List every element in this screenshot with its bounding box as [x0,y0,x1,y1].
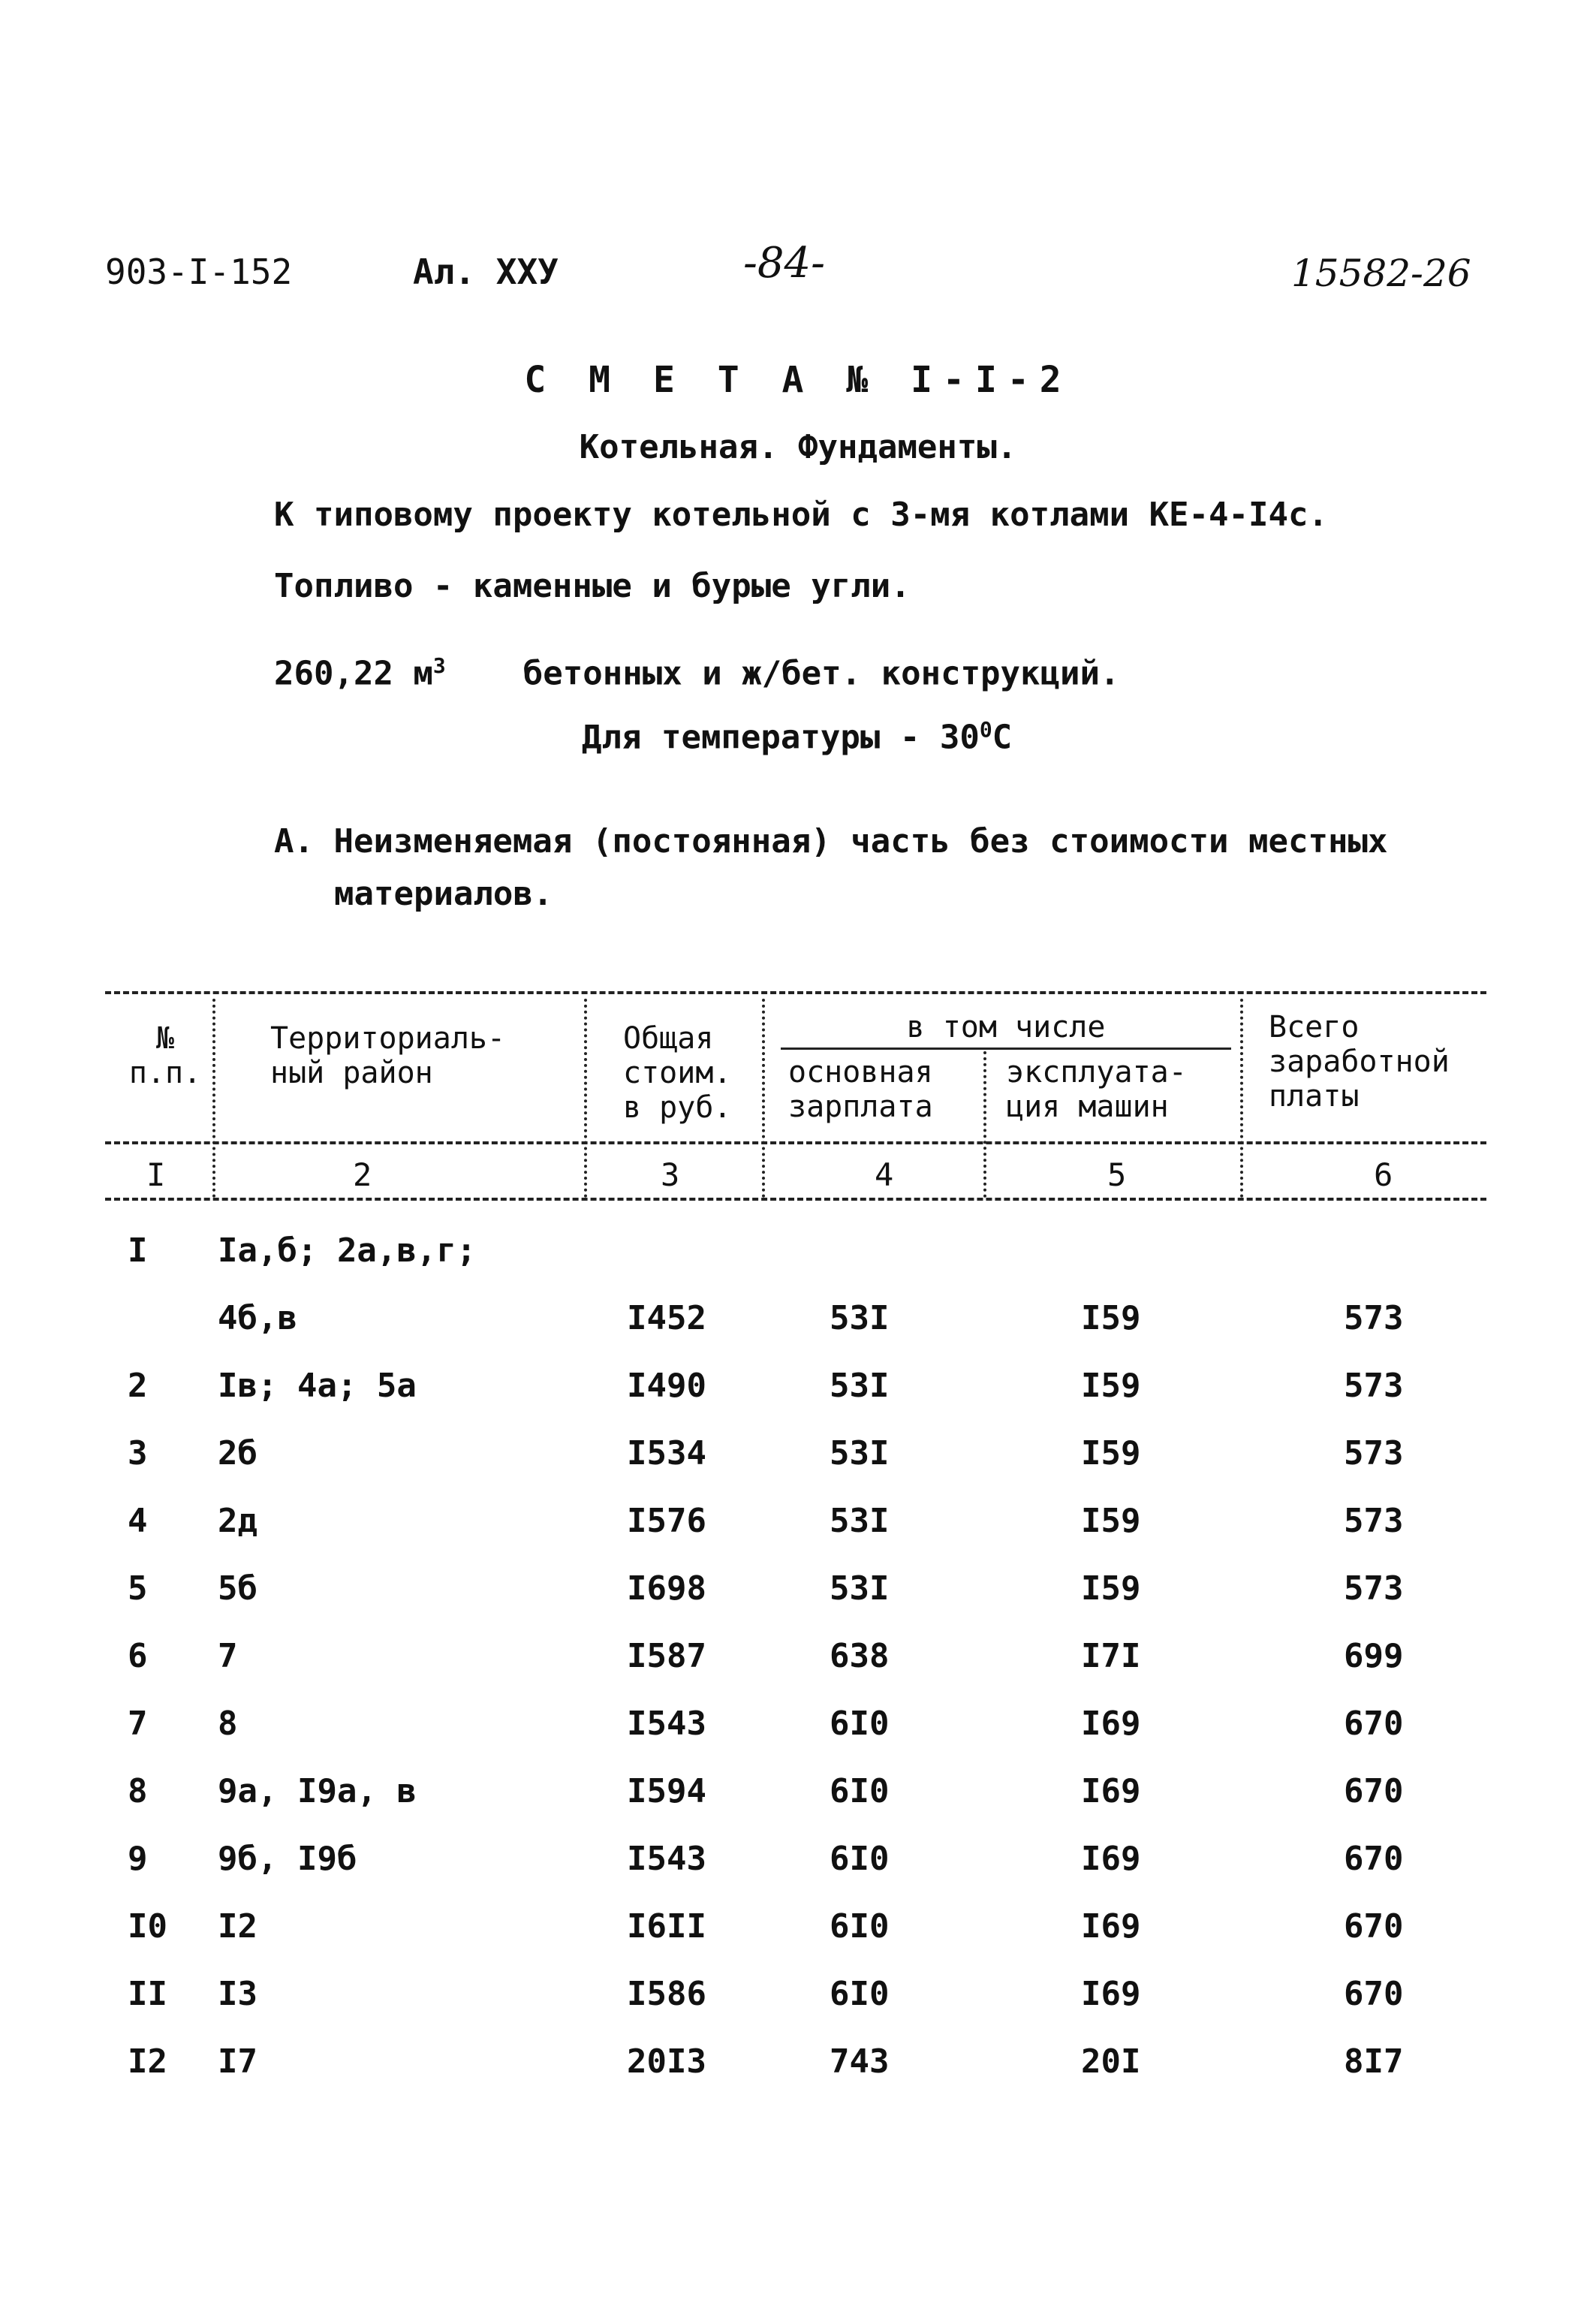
cell-machines: I59 [1081,1299,1141,1337]
cell-total: I586 [627,1975,706,2013]
cell-n: 2 [128,1367,148,1405]
column-number: 4 [875,1156,894,1193]
cell-wages: 573 [1344,1434,1404,1473]
column-number: I [146,1156,166,1193]
cell-machines: I69 [1081,1840,1141,1878]
header-salary-line: основная [788,1055,933,1090]
cell-wages: 670 [1344,1840,1404,1878]
volume-value: 260,22 м [274,654,433,693]
column-number: 2 [353,1156,372,1193]
header-machines-line: эксплуата- [1006,1055,1187,1090]
table-colnum-rule [105,1198,1486,1201]
cell-machines: I59 [1081,1502,1141,1540]
cell-total: I698 [627,1569,706,1608]
cell-salary: 53I [830,1502,890,1540]
cell-wages: 573 [1344,1569,1404,1608]
cell-wages: 670 [1344,1772,1404,1810]
column-divider [584,999,587,1198]
cell-total: I534 [627,1434,706,1473]
table-header-rule [105,1141,1486,1144]
column-number: 5 [1107,1156,1127,1193]
header-total-line: в руб. [623,1090,732,1125]
cell-salary: 53I [830,1367,890,1405]
cell-region: 2д [218,1502,257,1540]
cell-region: 7 [218,1637,238,1675]
cell-total: 20I3 [627,2042,706,2081]
degree-mark: 0 [979,717,992,742]
cell-wages: 573 [1344,1299,1404,1337]
column-divider [212,999,215,1198]
cell-machines: I7I [1081,1637,1141,1675]
group-header-rule [781,1047,1231,1050]
volume-exponent: 3 [432,653,446,678]
cell-machines: 20I [1081,2042,1141,2081]
inventory-number: 15582-26 [1291,252,1471,295]
temperature-unit: С [992,718,1013,757]
header-num [128,1021,203,1090]
cell-n: I [128,1231,148,1270]
cell-n: 7 [128,1705,148,1743]
header-total-line: Общая [623,1021,714,1056]
header-total-line: стоим. [623,1056,732,1090]
cell-region: 9б, I9б [218,1840,357,1878]
header-num-line: № [155,1021,175,1056]
cell-region: I2 [218,1907,257,1946]
cell-machines: I69 [1081,1975,1141,2013]
header-total [623,1021,732,1125]
fuel-line: Топливо - каменные и бурые угли. [274,567,911,605]
header-region-line: ный район [270,1056,433,1090]
cell-machines: I69 [1081,1772,1141,1810]
cell-region-continued: 4б,в [218,1299,297,1337]
cell-n: II [128,1975,167,2013]
cell-n: 8 [128,1772,148,1810]
header-wages-line: Всего [1269,1010,1360,1044]
cell-region: 8 [218,1705,238,1743]
header-salary-line: зарплата [788,1090,933,1124]
project-line: К типовому проекту котельной с 3-мя котлами КЕ-4-I4с. [274,496,1328,534]
column-divider [762,999,765,1198]
cell-wages: 670 [1344,1907,1404,1946]
cell-n: 4 [128,1502,148,1540]
section-a-heading: А. Неизменяемая (постоянная) часть без стоимости местных [274,822,1388,861]
cell-wages: 573 [1344,1502,1404,1540]
cell-n: I2 [128,2042,167,2081]
cell-n: 9 [128,1840,148,1878]
table-top-rule [105,991,1486,994]
cell-n: 6 [128,1637,148,1675]
cell-machines: I59 [1081,1367,1141,1405]
cell-region: 9а, I9а, в [218,1772,417,1810]
cell-wages: 670 [1344,1975,1404,2013]
cell-total: I490 [627,1367,706,1405]
cell-n: I0 [128,1907,167,1946]
section-a-heading-cont: материалов. [334,875,553,913]
cell-total: I6II [627,1907,706,1946]
cell-total: I576 [627,1502,706,1540]
header-num-line: п.п. [128,1056,202,1090]
volume-line [274,653,1120,693]
cell-total: I452 [627,1299,706,1337]
column-number: 6 [1374,1156,1393,1193]
cell-salary: 6I0 [830,1840,890,1878]
cell-salary: 53I [830,1569,890,1608]
page-number: -84- [743,239,826,288]
cell-n: 3 [128,1434,148,1473]
cell-wages: 699 [1344,1637,1404,1675]
cell-total: I594 [627,1772,706,1810]
header-region [270,1021,505,1090]
cell-machines: I59 [1081,1569,1141,1608]
estimate-title: С М Е Т А № I-I-2 [524,359,1072,401]
header-machines-line: ция машин [1006,1090,1169,1124]
cell-salary: 6I0 [830,1772,890,1810]
cell-salary: 6I0 [830,1975,890,2013]
cell-n: 5 [128,1569,148,1608]
header-group: в том числе [906,1010,1106,1044]
header-wages [1269,1010,1450,1114]
temperature-line [582,717,1012,757]
document-code: 903-I-152 [105,252,293,292]
cell-wages: 8I7 [1344,2042,1404,2081]
cell-machines: I69 [1081,1705,1141,1743]
cell-region: Iа,б; 2а,в,г; [218,1231,477,1270]
header-salary [788,1055,933,1124]
cell-region: I3 [218,1975,257,2013]
header-machines [1006,1055,1187,1124]
cell-salary: 743 [830,2042,890,2081]
header-wages-line: заработной [1269,1044,1450,1079]
column-divider [1240,999,1243,1198]
volume-description: бетонных и ж/бет. конструкций. [522,654,1120,693]
album-number: Ал. XXУ [413,252,559,292]
cell-region: 2б [218,1434,257,1473]
cell-salary: 53I [830,1434,890,1473]
cell-region: 5б [218,1569,257,1608]
cell-wages: 670 [1344,1705,1404,1743]
cell-machines: I59 [1081,1434,1141,1473]
column-divider [983,1051,986,1198]
cell-salary: 53I [830,1299,890,1337]
cell-wages: 573 [1344,1367,1404,1405]
cell-total: I587 [627,1637,706,1675]
cell-region: Iв; 4а; 5а [218,1367,417,1405]
temperature-text: Для температуры - 30 [582,718,980,757]
header-region-line: Территориаль- [270,1021,506,1056]
cell-total: I543 [627,1705,706,1743]
cell-salary: 638 [830,1637,890,1675]
column-number: 3 [661,1156,680,1193]
header-wages-line: платы [1269,1079,1360,1114]
cell-salary: 6I0 [830,1907,890,1946]
estimate-subtitle: Котельная. Фундаменты. [579,428,1017,466]
cell-machines: I69 [1081,1907,1141,1946]
cell-region: I7 [218,2042,257,2081]
cell-salary: 6I0 [830,1705,890,1743]
cell-total: I543 [627,1840,706,1878]
